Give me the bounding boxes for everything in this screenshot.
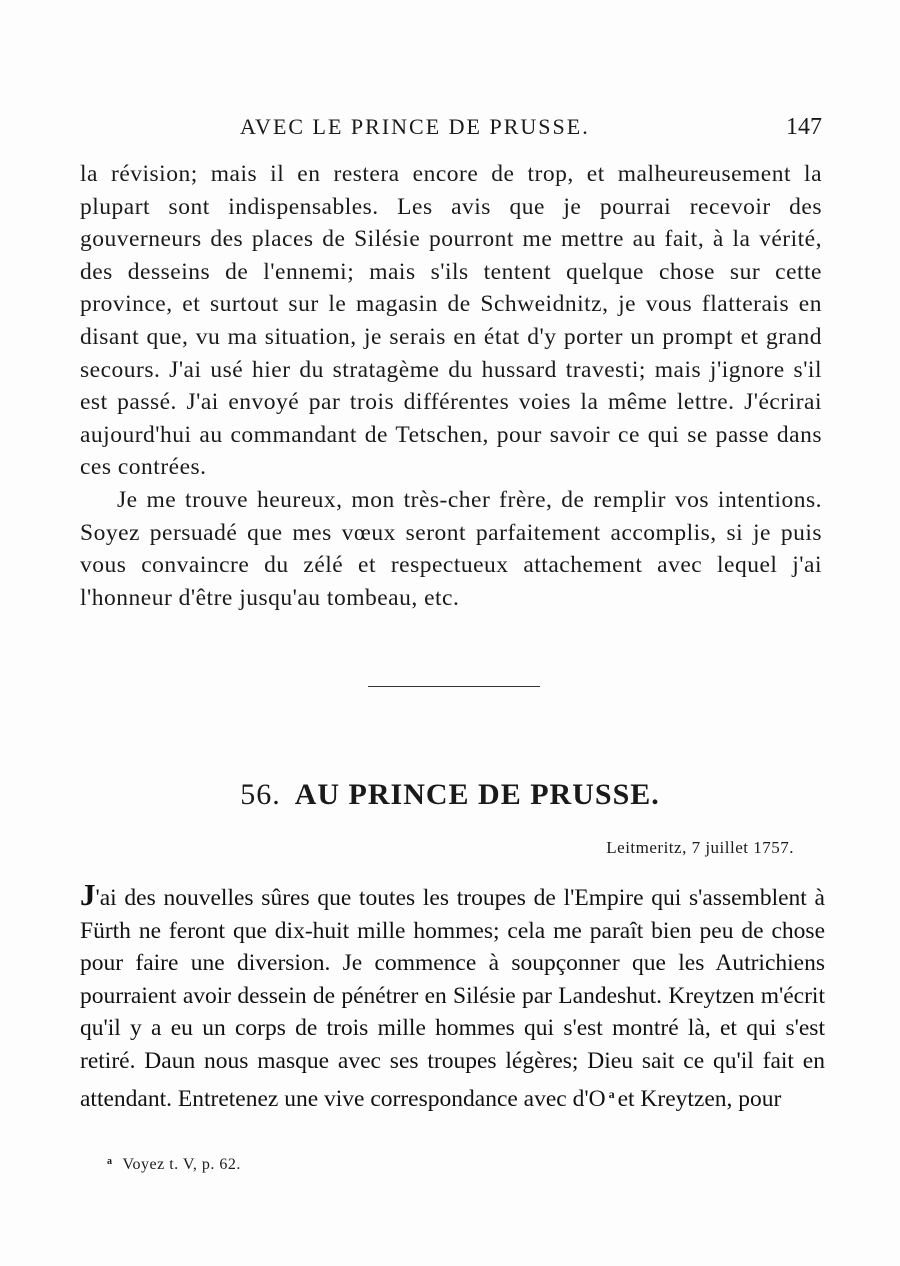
letter-body	[80, 879, 825, 1115]
separator-rule	[368, 686, 540, 687]
letter-text: 'ai des nouvelles sûres que toutes les troupes de l'Empire qui s'assemblent à Fürth ne feront que dix-huit mille hommes; cela me paraît bien peu de chose pour faire une diversion. Je commence à soupçonner que les Autrichiens pourraient avoir dessein de pénétrer en Silésie par Landeshut. Kreytzen m'écrit qu'il y a eu un corps de trois mille hommes qui s'est montré là, et qui s'est retiré. Daun nous masque avec ses troupes légères; Dieu sait ce qu'il fait en attendant. Entretenez une vive correspondance avec d'O	[80, 885, 825, 1112]
footnote-mark: a	[107, 1156, 113, 1167]
running-title: AVEC LE PRINCE DE PRUSSE.	[240, 114, 590, 139]
letter-heading	[0, 778, 900, 812]
letter-title: AU PRINCE DE PRUSSE.	[294, 778, 660, 811]
paragraph: la révision; mais il en restera encore de trop, et malheureusement la plupart sont indispensables. Les avis que je pourrai recevoir des gouverneurs des places de Silésie pourront me mettre au fait, à la vérité, des desseins de l'ennemi; mais s'ils tentent quelque chose sur cette province, et surtout sur le magasin de Schweidnitz, je vous flatterais en disant que, vu ma situation, je serais en état d'y porter un prompt et grand secours. J'ai usé hier du stratagème du hussard travesti; mais j'ignore s'il est passé. J'ai envoyé par trois différentes voies la même lettre. J'écrirai aujourd'hui au commandant de Tetschen, pour savoir ce qui se passe dans ces contrées.	[80, 161, 822, 481]
footnote-reference[interactable]: a	[608, 1086, 615, 1101]
paragraph: Je me trouve heureux, mon très-cher frère, de remplir vos intentions. Soyez persuadé que mes vœux seront parfaitement accomplis, si je puis vous convaincre du zélé et respectueux attachement avec lequel j'ai l'honneur d'être jusqu'au tombeau, etc.	[80, 486, 822, 611]
page-number: 147	[786, 114, 822, 140]
footnote-text: Voyez t. V, p. 62.	[122, 1156, 241, 1173]
letter-number: 56.	[240, 778, 281, 811]
paragraph	[80, 879, 825, 1115]
running-head	[80, 114, 822, 146]
dateline: Leitmeritz, 7 juillet 1757.	[606, 838, 794, 857]
continued-letter	[80, 158, 822, 614]
drop-cap: J	[80, 877, 96, 912]
letter-text-continued: et Kreytzen, pour	[617, 1085, 782, 1112]
footnote	[107, 1156, 241, 1174]
